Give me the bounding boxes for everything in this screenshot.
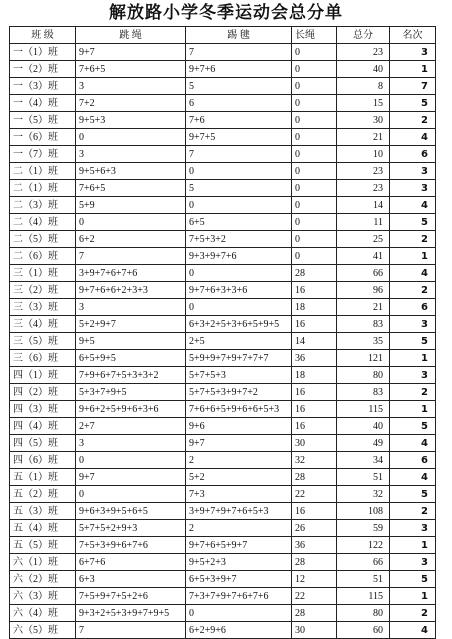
cell-long-rope: 18 (292, 299, 337, 316)
cell-rope-skipping: 0 (76, 452, 186, 469)
cell-shuttlecock: 7 (186, 44, 292, 61)
table-row (10, 299, 436, 316)
cell-rope-skipping: 5+2+9+7 (76, 316, 186, 333)
cell-rope-skipping: 9+7+6+6+2+3+3 (76, 282, 186, 299)
cell-long-rope: 0 (292, 112, 337, 129)
cell-long-rope: 0 (292, 231, 337, 248)
cell-total: 96 (337, 282, 390, 299)
cell-long-rope: 28 (292, 605, 337, 622)
cell-rank: 2 (390, 384, 436, 401)
cell-shuttlecock: 9+7+5 (186, 129, 292, 146)
cell-total: 30 (337, 112, 390, 129)
cell-rope-skipping: 9+7 (76, 469, 186, 486)
cell-class: 二（4）班 (10, 214, 76, 231)
cell-rank: 4 (390, 435, 436, 452)
cell-rope-skipping: 0 (76, 214, 186, 231)
cell-total: 40 (337, 418, 390, 435)
cell-rank: 5 (390, 486, 436, 503)
cell-rope-skipping: 7 (76, 248, 186, 265)
cell-rank: 4 (390, 265, 436, 282)
cell-rope-skipping: 3 (76, 299, 186, 316)
table-row (10, 316, 436, 333)
cell-rank: 3 (390, 554, 436, 571)
cell-class: 四（6）班 (10, 452, 76, 469)
cell-total: 66 (337, 554, 390, 571)
cell-rope-skipping: 7+9+6+7+5+3+3+2 (76, 367, 186, 384)
cell-total: 10 (337, 146, 390, 163)
cell-rank: 7 (390, 78, 436, 95)
cell-rope-skipping: 2+7 (76, 418, 186, 435)
cell-shuttlecock: 5 (186, 78, 292, 95)
cell-long-rope: 0 (292, 78, 337, 95)
cell-total: 34 (337, 452, 390, 469)
cell-rank: 3 (390, 316, 436, 333)
cell-class: 四（1）班 (10, 367, 76, 384)
cell-shuttlecock: 0 (186, 163, 292, 180)
cell-rank: 5 (390, 333, 436, 350)
cell-long-rope: 16 (292, 384, 337, 401)
cell-total: 121 (337, 350, 390, 367)
table-row (10, 214, 436, 231)
cell-long-rope: 16 (292, 503, 337, 520)
cell-rank: 1 (390, 248, 436, 265)
cell-rope-skipping: 6+7+6 (76, 554, 186, 571)
cell-total: 32 (337, 486, 390, 503)
cell-shuttlecock: 0 (186, 299, 292, 316)
cell-rank: 2 (390, 605, 436, 622)
cell-long-rope: 0 (292, 180, 337, 197)
table-row (10, 61, 436, 78)
cell-shuttlecock: 9+5+2+3 (186, 554, 292, 571)
cell-long-rope: 18 (292, 367, 337, 384)
cell-class: 三（3）班 (10, 299, 76, 316)
cell-long-rope: 0 (292, 146, 337, 163)
cell-rank: 5 (390, 571, 436, 588)
cell-shuttlecock: 2 (186, 520, 292, 537)
header-total: 总分 (337, 27, 390, 44)
cell-rope-skipping: 3 (76, 78, 186, 95)
table-row (10, 537, 436, 554)
cell-rope-skipping: 7+2 (76, 95, 186, 112)
cell-long-rope: 28 (292, 554, 337, 571)
cell-class: 三（4）班 (10, 316, 76, 333)
cell-shuttlecock: 7+6+6+5+9+6+6+5+3 (186, 401, 292, 418)
cell-rank: 4 (390, 197, 436, 214)
table-row (10, 44, 436, 61)
table-row (10, 452, 436, 469)
cell-class: 三（2）班 (10, 282, 76, 299)
header-rope-skipping: 跳 绳 (76, 27, 186, 44)
cell-long-rope: 0 (292, 129, 337, 146)
cell-class: 一（4）班 (10, 95, 76, 112)
cell-shuttlecock: 5+9+9+7+9+7+7+7 (186, 350, 292, 367)
table-row (10, 180, 436, 197)
table-row (10, 554, 436, 571)
table-row (10, 503, 436, 520)
cell-total: 80 (337, 367, 390, 384)
cell-shuttlecock: 0 (186, 265, 292, 282)
cell-class: 二（6）班 (10, 248, 76, 265)
cell-long-rope: 16 (292, 418, 337, 435)
table-row (10, 367, 436, 384)
cell-total: 51 (337, 469, 390, 486)
cell-long-rope: 16 (292, 316, 337, 333)
cell-total: 59 (337, 520, 390, 537)
cell-total: 80 (337, 605, 390, 622)
cell-total: 83 (337, 384, 390, 401)
cell-total: 66 (337, 265, 390, 282)
table-row (10, 486, 436, 503)
table-row (10, 163, 436, 180)
cell-long-rope: 0 (292, 163, 337, 180)
cell-rank: 5 (390, 214, 436, 231)
cell-total: 51 (337, 571, 390, 588)
cell-shuttlecock: 0 (186, 197, 292, 214)
table-row (10, 350, 436, 367)
cell-rope-skipping: 5+3+7+9+5 (76, 384, 186, 401)
cell-total: 23 (337, 163, 390, 180)
cell-long-rope: 26 (292, 520, 337, 537)
cell-class: 四（2）班 (10, 384, 76, 401)
cell-long-rope: 16 (292, 282, 337, 299)
cell-shuttlecock: 7+3 (186, 486, 292, 503)
cell-class: 二（3）班 (10, 197, 76, 214)
cell-rope-skipping: 6+5+9+5 (76, 350, 186, 367)
table-row (10, 282, 436, 299)
table-row (10, 435, 436, 452)
table-row (10, 571, 436, 588)
cell-shuttlecock: 6 (186, 95, 292, 112)
cell-shuttlecock: 5+2 (186, 469, 292, 486)
cell-shuttlecock: 5+7+5+3+9+7+2 (186, 384, 292, 401)
cell-total: 11 (337, 214, 390, 231)
table-row (10, 95, 436, 112)
cell-shuttlecock: 7 (186, 146, 292, 163)
cell-class: 六（4）班 (10, 605, 76, 622)
cell-long-rope: 0 (292, 44, 337, 61)
cell-class: 三（1）班 (10, 265, 76, 282)
cell-long-rope: 0 (292, 197, 337, 214)
cell-long-rope: 14 (292, 333, 337, 350)
cell-rope-skipping: 9+5+3 (76, 112, 186, 129)
cell-long-rope: 28 (292, 265, 337, 282)
cell-rope-skipping: 9+5+6+3 (76, 163, 186, 180)
cell-rank: 3 (390, 520, 436, 537)
cell-rank: 1 (390, 588, 436, 605)
cell-rope-skipping: 6+3 (76, 571, 186, 588)
cell-rank: 5 (390, 418, 436, 435)
cell-rank: 4 (390, 622, 436, 639)
cell-rank: 2 (390, 282, 436, 299)
cell-rope-skipping: 9+6+2+5+9+6+3+6 (76, 401, 186, 418)
cell-rope-skipping: 3 (76, 146, 186, 163)
cell-long-rope: 16 (292, 401, 337, 418)
cell-shuttlecock: 9+6 (186, 418, 292, 435)
cell-rope-skipping: 5+7+5+2+9+3 (76, 520, 186, 537)
cell-shuttlecock: 9+7+6 (186, 61, 292, 78)
cell-class: 五（4）班 (10, 520, 76, 537)
cell-total: 40 (337, 61, 390, 78)
cell-class: 三（5）班 (10, 333, 76, 350)
cell-shuttlecock: 5 (186, 180, 292, 197)
cell-total: 115 (337, 401, 390, 418)
cell-shuttlecock: 7+5+3+2 (186, 231, 292, 248)
table-row (10, 197, 436, 214)
cell-total: 41 (337, 248, 390, 265)
cell-class: 六（2）班 (10, 571, 76, 588)
cell-total: 15 (337, 95, 390, 112)
cell-class: 一（2）班 (10, 61, 76, 78)
cell-rope-skipping: 0 (76, 486, 186, 503)
cell-shuttlecock: 2+5 (186, 333, 292, 350)
table-row (10, 469, 436, 486)
cell-shuttlecock: 3+9+7+9+7+6+5+3 (186, 503, 292, 520)
cell-total: 60 (337, 622, 390, 639)
header-shuttlecock: 踢 毽 (186, 27, 292, 44)
table-row (10, 384, 436, 401)
cell-class: 四（4）班 (10, 418, 76, 435)
cell-long-rope: 30 (292, 622, 337, 639)
cell-class: 一（5）班 (10, 112, 76, 129)
cell-class: 一（7）班 (10, 146, 76, 163)
table-row (10, 588, 436, 605)
table-row (10, 265, 436, 282)
cell-long-rope: 22 (292, 486, 337, 503)
cell-rank: 6 (390, 299, 436, 316)
table-row (10, 112, 436, 129)
cell-rank: 6 (390, 452, 436, 469)
cell-rank: 3 (390, 180, 436, 197)
cell-rank: 6 (390, 146, 436, 163)
cell-long-rope: 0 (292, 95, 337, 112)
cell-rank: 3 (390, 367, 436, 384)
cell-class: 六（3）班 (10, 588, 76, 605)
table-row (10, 418, 436, 435)
cell-rope-skipping: 7 (76, 622, 186, 639)
cell-rope-skipping: 9+6+3+9+5+6+5 (76, 503, 186, 520)
cell-total: 14 (337, 197, 390, 214)
table-row (10, 605, 436, 622)
cell-rank: 3 (390, 44, 436, 61)
table-row (10, 520, 436, 537)
cell-class: 五（1）班 (10, 469, 76, 486)
score-table (9, 26, 436, 639)
cell-shuttlecock: 5+7+5+3 (186, 367, 292, 384)
cell-long-rope: 32 (292, 452, 337, 469)
cell-class: 五（5）班 (10, 537, 76, 554)
cell-rope-skipping: 7+5+3+9+6+7+6 (76, 537, 186, 554)
cell-total: 25 (337, 231, 390, 248)
cell-rank: 4 (390, 469, 436, 486)
table-row (10, 129, 436, 146)
cell-class: 一（3）班 (10, 78, 76, 95)
cell-long-rope: 36 (292, 350, 337, 367)
table-row (10, 622, 436, 639)
table-body (10, 44, 436, 639)
cell-rank: 2 (390, 503, 436, 520)
cell-shuttlecock: 6+2+9+6 (186, 622, 292, 639)
cell-rank: 2 (390, 112, 436, 129)
cell-total: 23 (337, 44, 390, 61)
cell-rope-skipping: 3 (76, 435, 186, 452)
cell-rank: 1 (390, 537, 436, 554)
cell-shuttlecock: 0 (186, 605, 292, 622)
cell-rope-skipping: 5+9 (76, 197, 186, 214)
cell-class: 二（1）班 (10, 163, 76, 180)
cell-total: 108 (337, 503, 390, 520)
cell-class: 一（1）班 (10, 44, 76, 61)
cell-rank: 1 (390, 401, 436, 418)
cell-rope-skipping: 0 (76, 129, 186, 146)
cell-rank: 1 (390, 61, 436, 78)
cell-rope-skipping: 7+6+5 (76, 180, 186, 197)
cell-long-rope: 36 (292, 537, 337, 554)
table-row (10, 333, 436, 350)
cell-total: 8 (337, 78, 390, 95)
cell-total: 49 (337, 435, 390, 452)
cell-total: 115 (337, 588, 390, 605)
cell-rope-skipping: 9+7 (76, 44, 186, 61)
table-row (10, 146, 436, 163)
cell-total: 21 (337, 299, 390, 316)
cell-class: 六（1）班 (10, 554, 76, 571)
cell-class: 五（3）班 (10, 503, 76, 520)
cell-total: 23 (337, 180, 390, 197)
cell-rope-skipping: 6+2 (76, 231, 186, 248)
table-row (10, 248, 436, 265)
sheet-title: 解放路小学冬季运动会总分单 (109, 3, 343, 23)
cell-shuttlecock: 7+3+7+9+7+6+7+6 (186, 588, 292, 605)
cell-long-rope: 0 (292, 214, 337, 231)
cell-class: 四（3）班 (10, 401, 76, 418)
cell-shuttlecock: 9+3+9+7+6 (186, 248, 292, 265)
cell-long-rope: 22 (292, 588, 337, 605)
table-row (10, 401, 436, 418)
cell-class: 二（1）班 (10, 180, 76, 197)
cell-rope-skipping: 9+5 (76, 333, 186, 350)
cell-class: 四（5）班 (10, 435, 76, 452)
cell-class: 二（5）班 (10, 231, 76, 248)
cell-class: 六（5）班 (10, 622, 76, 639)
cell-shuttlecock: 2 (186, 452, 292, 469)
header-rank: 名次 (390, 27, 436, 44)
cell-shuttlecock: 9+7+6+5+9+7 (186, 537, 292, 554)
cell-rope-skipping: 3+9+7+6+7+6 (76, 265, 186, 282)
cell-rank: 3 (390, 163, 436, 180)
cell-class: 一（6）班 (10, 129, 76, 146)
cell-long-rope: 0 (292, 61, 337, 78)
header-class: 班 级 (10, 27, 76, 44)
cell-class: 三（6）班 (10, 350, 76, 367)
cell-shuttlecock: 9+7+6+3+3+6 (186, 282, 292, 299)
table-row (10, 231, 436, 248)
table-row (10, 78, 436, 95)
cell-shuttlecock: 9+7 (186, 435, 292, 452)
cell-shuttlecock: 7+6 (186, 112, 292, 129)
cell-shuttlecock: 6+5+3+9+7 (186, 571, 292, 588)
header-long-rope: 长绳 (292, 27, 337, 44)
cell-long-rope: 12 (292, 571, 337, 588)
cell-shuttlecock: 6+5 (186, 214, 292, 231)
cell-rank: 4 (390, 129, 436, 146)
cell-total: 83 (337, 316, 390, 333)
cell-rank: 5 (390, 95, 436, 112)
cell-rope-skipping: 7+5+9+7+5+2+6 (76, 588, 186, 605)
cell-long-rope: 0 (292, 248, 337, 265)
cell-rank: 2 (390, 231, 436, 248)
cell-shuttlecock: 6+3+2+5+3+6+5+9+5 (186, 316, 292, 333)
cell-class: 五（2）班 (10, 486, 76, 503)
cell-long-rope: 30 (292, 435, 337, 452)
cell-total: 21 (337, 129, 390, 146)
cell-long-rope: 28 (292, 469, 337, 486)
cell-rank: 1 (390, 350, 436, 367)
header-row (10, 27, 436, 44)
cell-total: 122 (337, 537, 390, 554)
cell-rope-skipping: 9+3+2+5+3+9+7+9+5 (76, 605, 186, 622)
cell-rope-skipping: 7+6+5 (76, 61, 186, 78)
cell-total: 35 (337, 333, 390, 350)
